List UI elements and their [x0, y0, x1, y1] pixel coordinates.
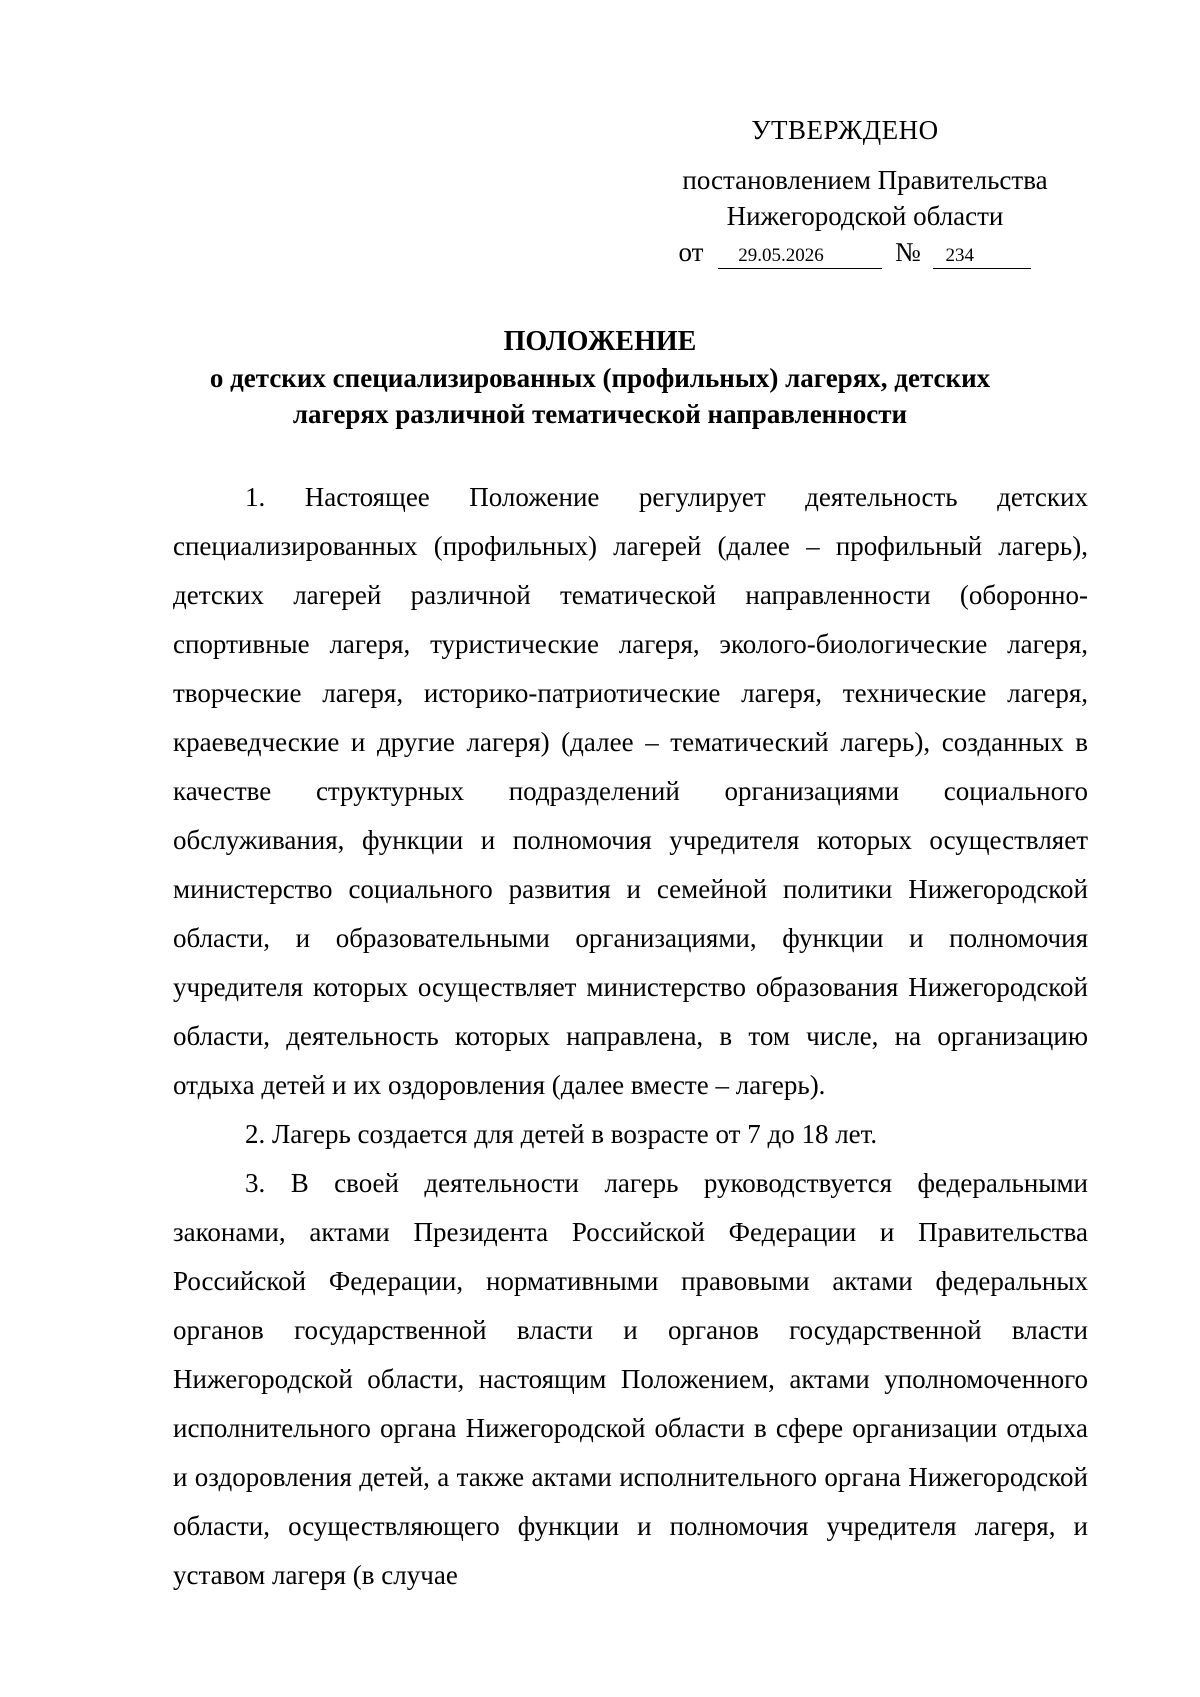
document-body — [173, 473, 1088, 1600]
approval-number: 234 — [933, 244, 1031, 269]
approval-date-number-line — [650, 234, 1060, 270]
paragraph-1: 1. Настоящее Положение регулирует деятельность детских специализированных (профильных) лагерей (далее – профильный лагерь), детских лагерей различной тематической направленности (оборонно-спортивные лагеря, туристические лагеря, эколого-биологические лагеря, творческие лагеря, историко-патриотические лагеря, технические лагеря, краеведческие и другие лагеря) (далее – тематический лагерь), созданных в качестве структурных подразделений организациями социального обслуживания, функции и полномочия учредителя которых осуществляет министерство социального развития и семейной политики Нижегородской области, и образовательными организациями, функции и полномочия учредителя которых осуществляет министерство образования Нижегородской области, деятельность которых направлена, в том числе, на организацию отдыха детей и их оздоровления (далее вместе – лагерь). — [173, 482, 1088, 1100]
approval-stamp: УТВЕРЖДЕНО — [751, 115, 939, 145]
document-title — [130, 324, 1070, 432]
approval-line-2: Нижегородской области — [726, 201, 1004, 231]
number-sign: № — [894, 237, 921, 267]
title-sub-line-2: лагерях различной тематической направленности — [292, 399, 908, 429]
title-sub-line-1: о детских специализированных (профильных) лагерях, детских — [209, 363, 991, 393]
approval-line-1: постановлением Правительства — [682, 165, 1048, 195]
paragraph-2: 2. Лагерь создается для детей в возрасте от 7 до 18 лет. — [245, 1119, 878, 1149]
from-label: от — [678, 237, 704, 267]
paragraph-3: 3. В своей деятельности лагерь руководствуется федеральными законами, актами Президента Российской Федерации и Правительства Российской Федерации, нормативными правовыми актами федеральных органов государственной власти и органов государственной власти Нижегородской области, настоящим Положением, актами уполномоченного исполнительного органа Нижегородской области в сфере организации отдыха и оздоровления детей, а также актами исполнительного органа Нижегородской области, осуществляющего функции и полномочия учредителя лагеря, и уставом лагеря (в случае — [173, 1168, 1088, 1590]
approval-date: 29.05.2026 — [718, 244, 882, 269]
title-main: ПОЛОЖЕНИЕ — [503, 326, 697, 357]
approval-block — [600, 112, 1060, 270]
